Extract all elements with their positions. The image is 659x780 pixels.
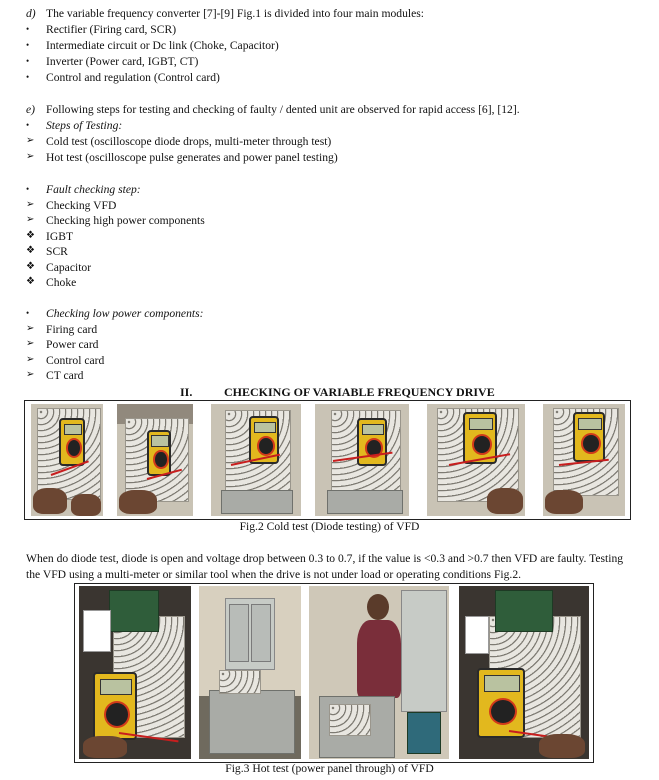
diamond-icon: ❖ bbox=[26, 245, 35, 256]
bullet-icon: • bbox=[26, 184, 30, 194]
cold-test-photo bbox=[117, 404, 193, 516]
paragraph-line: When do diode test, diode is open and voltage drop between 0.3 to 0.7, if the value is <0.3 and >0.7 then VFD are faulty. Testing bbox=[26, 552, 624, 565]
diode-test-paragraph bbox=[26, 551, 644, 583]
low-power-item: Control card bbox=[46, 354, 105, 367]
module-item: Control and regulation (Control card) bbox=[46, 71, 220, 84]
steps-heading: Steps of Testing: bbox=[46, 119, 123, 132]
section-title: CHECKING OF VARIABLE FREQUENCY DRIVE bbox=[224, 385, 495, 399]
cold-test-photo bbox=[315, 404, 409, 516]
arrow-icon: ➢ bbox=[26, 338, 35, 349]
low-power-item: Firing card bbox=[46, 323, 98, 336]
figure3-caption: Fig.3 Hot test (power panel through) of VFD bbox=[225, 762, 434, 775]
section-e-intro: Following steps for testing and checking of faulty / dented unit are observed for rapid access [6], [12]. bbox=[46, 103, 520, 116]
high-power-item: Choke bbox=[46, 276, 77, 289]
hot-test-photo bbox=[79, 586, 191, 759]
diamond-icon: ❖ bbox=[26, 276, 35, 287]
figure3-strip bbox=[74, 583, 594, 763]
fault-heading: Fault checking step: bbox=[46, 183, 141, 196]
low-power-item: CT card bbox=[46, 369, 84, 382]
step-item: Hot test (oscilloscope pulse generates and power panel testing) bbox=[46, 151, 338, 164]
cold-test-photo bbox=[31, 404, 103, 516]
section-d-letter: d) bbox=[26, 7, 36, 20]
arrow-icon: ➢ bbox=[26, 199, 35, 210]
arrow-icon: ➢ bbox=[26, 151, 35, 162]
cold-test-photo bbox=[211, 404, 301, 516]
bullet-icon: • bbox=[26, 40, 30, 50]
fault-step: Checking high power components bbox=[46, 214, 205, 227]
arrow-icon: ➢ bbox=[26, 214, 35, 225]
bullet-icon: • bbox=[26, 56, 30, 66]
paragraph-line: the VFD using a multi-meter or similar tool when the drive is not under load or operating conditions Fig.2. bbox=[26, 568, 522, 581]
module-item: Intermediate circuit or Dc link (Choke, Capacitor) bbox=[46, 39, 279, 52]
bullet-icon: • bbox=[26, 72, 30, 82]
arrow-icon: ➢ bbox=[26, 354, 35, 365]
low-power-heading: Checking low power components: bbox=[46, 307, 204, 320]
cold-test-photo bbox=[427, 404, 525, 516]
bullet-icon: • bbox=[26, 120, 30, 130]
bullet-icon: • bbox=[26, 24, 30, 34]
diamond-icon: ❖ bbox=[26, 230, 35, 241]
arrow-icon: ➢ bbox=[26, 369, 35, 380]
diamond-icon: ❖ bbox=[26, 261, 35, 272]
arrow-icon: ➢ bbox=[26, 135, 35, 146]
arrow-icon: ➢ bbox=[26, 323, 35, 334]
high-power-item: Capacitor bbox=[46, 261, 92, 274]
high-power-item: SCR bbox=[46, 245, 68, 258]
module-item: Rectifier (Firing card, SCR) bbox=[46, 23, 177, 36]
figure2-strip bbox=[24, 400, 631, 520]
figure2-caption: Fig.2 Cold test (Diode testing) of VFD bbox=[239, 520, 420, 533]
high-power-item: IGBT bbox=[46, 230, 74, 243]
step-item: Cold test (oscilloscope diode drops, multi-meter through test) bbox=[46, 135, 332, 148]
cold-test-photo bbox=[543, 404, 625, 516]
hot-test-photo bbox=[459, 586, 589, 759]
low-power-item: Power card bbox=[46, 338, 99, 351]
section-d-intro: The variable frequency converter [7]-[9] Fig.1 is divided into four main modules: bbox=[46, 7, 424, 20]
section-e-letter: e) bbox=[26, 103, 36, 116]
module-item: Inverter (Power card, IGBT, CT) bbox=[46, 55, 199, 68]
hot-test-photo bbox=[199, 586, 301, 759]
bullet-icon: • bbox=[26, 308, 30, 318]
fault-step: Checking VFD bbox=[46, 199, 117, 212]
section-number: II. bbox=[180, 385, 193, 399]
hot-test-photo bbox=[309, 586, 449, 759]
